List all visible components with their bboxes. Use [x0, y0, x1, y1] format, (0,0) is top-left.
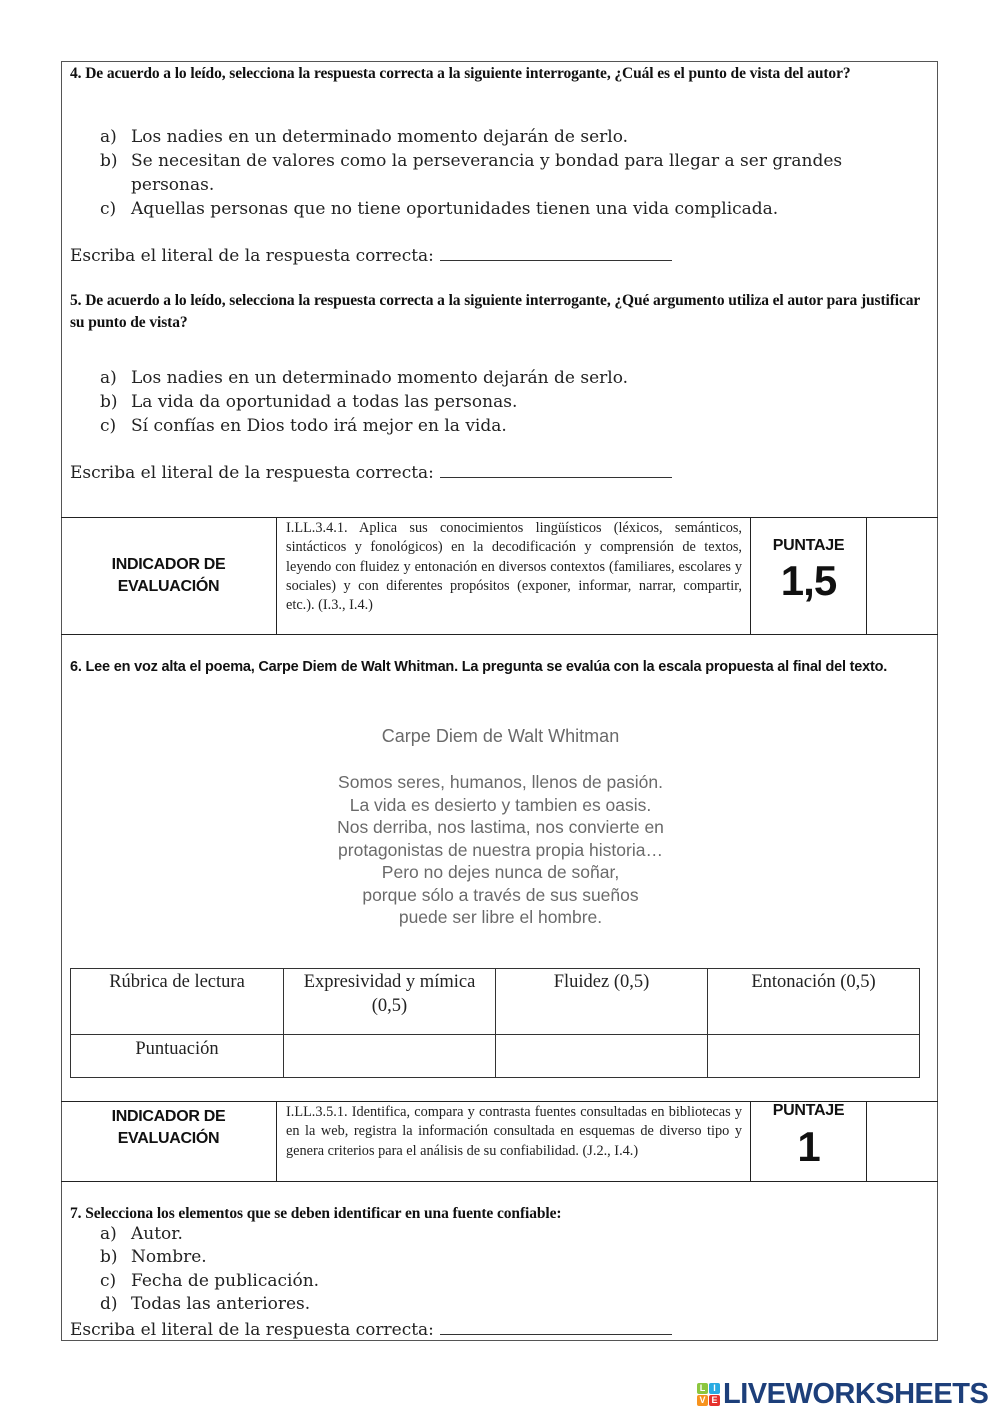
poem-body	[62, 771, 939, 929]
brand-name: LIVEWORKSHEETS	[723, 1378, 989, 1410]
poem-line: Somos seres, humanos, llenos de pasión.	[338, 772, 663, 792]
score-label: PUNTAJE	[772, 1102, 845, 1119]
question-7-options	[100, 1223, 930, 1316]
question-4-answer-input[interactable]	[440, 243, 672, 261]
rubric-score-expresividad[interactable]	[284, 1035, 496, 1078]
indicator-row-2	[61, 1101, 938, 1182]
poem-line: porque sólo a través de sus sueños	[362, 884, 639, 905]
rubric-header-row	[71, 969, 920, 1035]
question-7-option-c[interactable]: c) Fecha de publicación.	[100, 1270, 320, 1291]
score-value: 1	[797, 1123, 820, 1170]
poem-line: La vida es desierto y tambien es oasis.	[349, 794, 652, 815]
question-7-answer-prompt: Escriba el literal de la respuesta correcta:	[70, 1320, 434, 1340]
score-label: PUNTAJE	[772, 537, 845, 554]
question-5-option-b[interactable]: b) La vida da oportunidad a todas las personas.	[100, 392, 518, 412]
score-entry-cell[interactable]	[867, 518, 938, 634]
question-5-option-a[interactable]: a) Los nadies en un determinado momento dejarán de serlo.	[100, 368, 629, 388]
rubric-score-entonacion[interactable]	[708, 1035, 920, 1078]
score-cell	[751, 518, 867, 634]
indicator-description: I.LL.3.4.1. Aplica sus conocimientos lingüísticos (léxicos, semánticos, sintácticos y fonológicos) en la decodificación y comprensión de textos, leyendo con fluidez y entonación en diversos contextos (familiares, escolares y sociales) y con diferentes propósitos (exponer, informar, narrar, compartir, etc.). (I.3., I.4.)	[277, 518, 751, 634]
live-badge-icon: L I V E	[697, 1383, 720, 1406]
question-7-option-d[interactable]: d) Todas las anteriores.	[100, 1293, 311, 1314]
liveworksheets-logo[interactable]	[697, 1379, 988, 1409]
poem	[62, 725, 939, 929]
question-5-option-c[interactable]: c) Sí confías en Dios todo irá mejor en la vida.	[100, 416, 507, 436]
score-entry-cell[interactable]	[867, 1102, 938, 1181]
question-6-heading: 6. Lee en voz alta el poema, Carpe Diem de Walt Whitman. La pregunta se evalúa con la escala propuesta al final del texto.	[70, 659, 888, 675]
question-5-answer-input[interactable]	[440, 460, 672, 478]
question-5-answer-prompt: Escriba el literal de la respuesta correcta:	[70, 463, 434, 483]
question-5-options	[100, 366, 930, 438]
question-4-option-a[interactable]: a) Los nadies en un determinado momento dejarán de serlo.	[100, 127, 629, 147]
rubric-header-cell: Entonación (0,5)	[708, 969, 920, 1035]
question-5-answer-row	[70, 460, 672, 485]
rubric-score-fluidez[interactable]	[496, 1035, 708, 1078]
question-4-option-b[interactable]: b) Se necesitan de valores como la perseverancia y bondad para llegar a ser grandes personas.	[100, 151, 843, 195]
question-4-option-c[interactable]: c) Aquellas personas que no tiene oportunidades tienen una vida complicada.	[100, 199, 779, 219]
rubric-score-row	[71, 1035, 920, 1078]
rubric-header-cell: Fluidez (0,5)	[496, 969, 708, 1035]
poem-line: Nos derriba, nos lastima, nos convierte en	[337, 817, 664, 837]
question-7-answer-row	[70, 1317, 672, 1342]
question-4-answer-row	[70, 243, 672, 268]
question-5-heading: 5. De acuerdo a lo leído, selecciona la respuesta correcta a la siguiente interrogante, ¿Qué argumento utiliza el autor para justificar su punto de vista?	[70, 292, 920, 331]
rubric-row-label: Puntuación	[71, 1035, 284, 1078]
poem-line: puede ser libre el hombre.	[398, 907, 603, 927]
question-4-heading: 4. De acuerdo a lo leído, selecciona la respuesta correcta a la siguiente interrogante, ¿Cuál es el punto de vista del autor?	[70, 65, 851, 82]
rubric-header-cell: Expresividad y mímica (0,5)	[284, 969, 496, 1035]
indicator-description: I.LL.3.5.1. Identifica, compara y contrasta fuentes consultadas en bibliotecas y en la web, registra la información consultada en esquemas de diverso tipo y genera criterios para el análisis de su confiabilidad. (J.2., I.4.)	[277, 1102, 751, 1181]
rubric-header-cell: Rúbrica de lectura	[71, 969, 284, 1035]
question-4-options	[100, 125, 930, 221]
question-7-heading: 7. Selecciona los elementos que se deben identificar en una fuente confiable:	[70, 1205, 562, 1222]
worksheet-page	[61, 61, 938, 1341]
question-4-answer-prompt: Escriba el literal de la respuesta correcta:	[70, 246, 434, 266]
indicator-label: INDICADOR DE EVALUACIÓN	[61, 518, 277, 634]
score-cell	[751, 1102, 867, 1181]
poem-line: protagonistas de nuestra propia historia…	[338, 839, 663, 860]
score-value: 1,5	[780, 557, 837, 604]
indicator-label: INDICADOR DE EVALUACIÓN	[61, 1102, 277, 1181]
question-7-option-a[interactable]: a) Autor.	[100, 1224, 183, 1244]
question-7-option-b[interactable]: b) Nombre.	[100, 1247, 207, 1268]
reading-rubric-table	[70, 968, 920, 1078]
question-7-answer-input[interactable]	[440, 1317, 672, 1335]
poem-title: Carpe Diem de Walt Whitman	[381, 726, 620, 746]
indicator-row-1	[61, 517, 938, 635]
poem-line: Pero no dejes nunca de soñar,	[381, 862, 620, 882]
